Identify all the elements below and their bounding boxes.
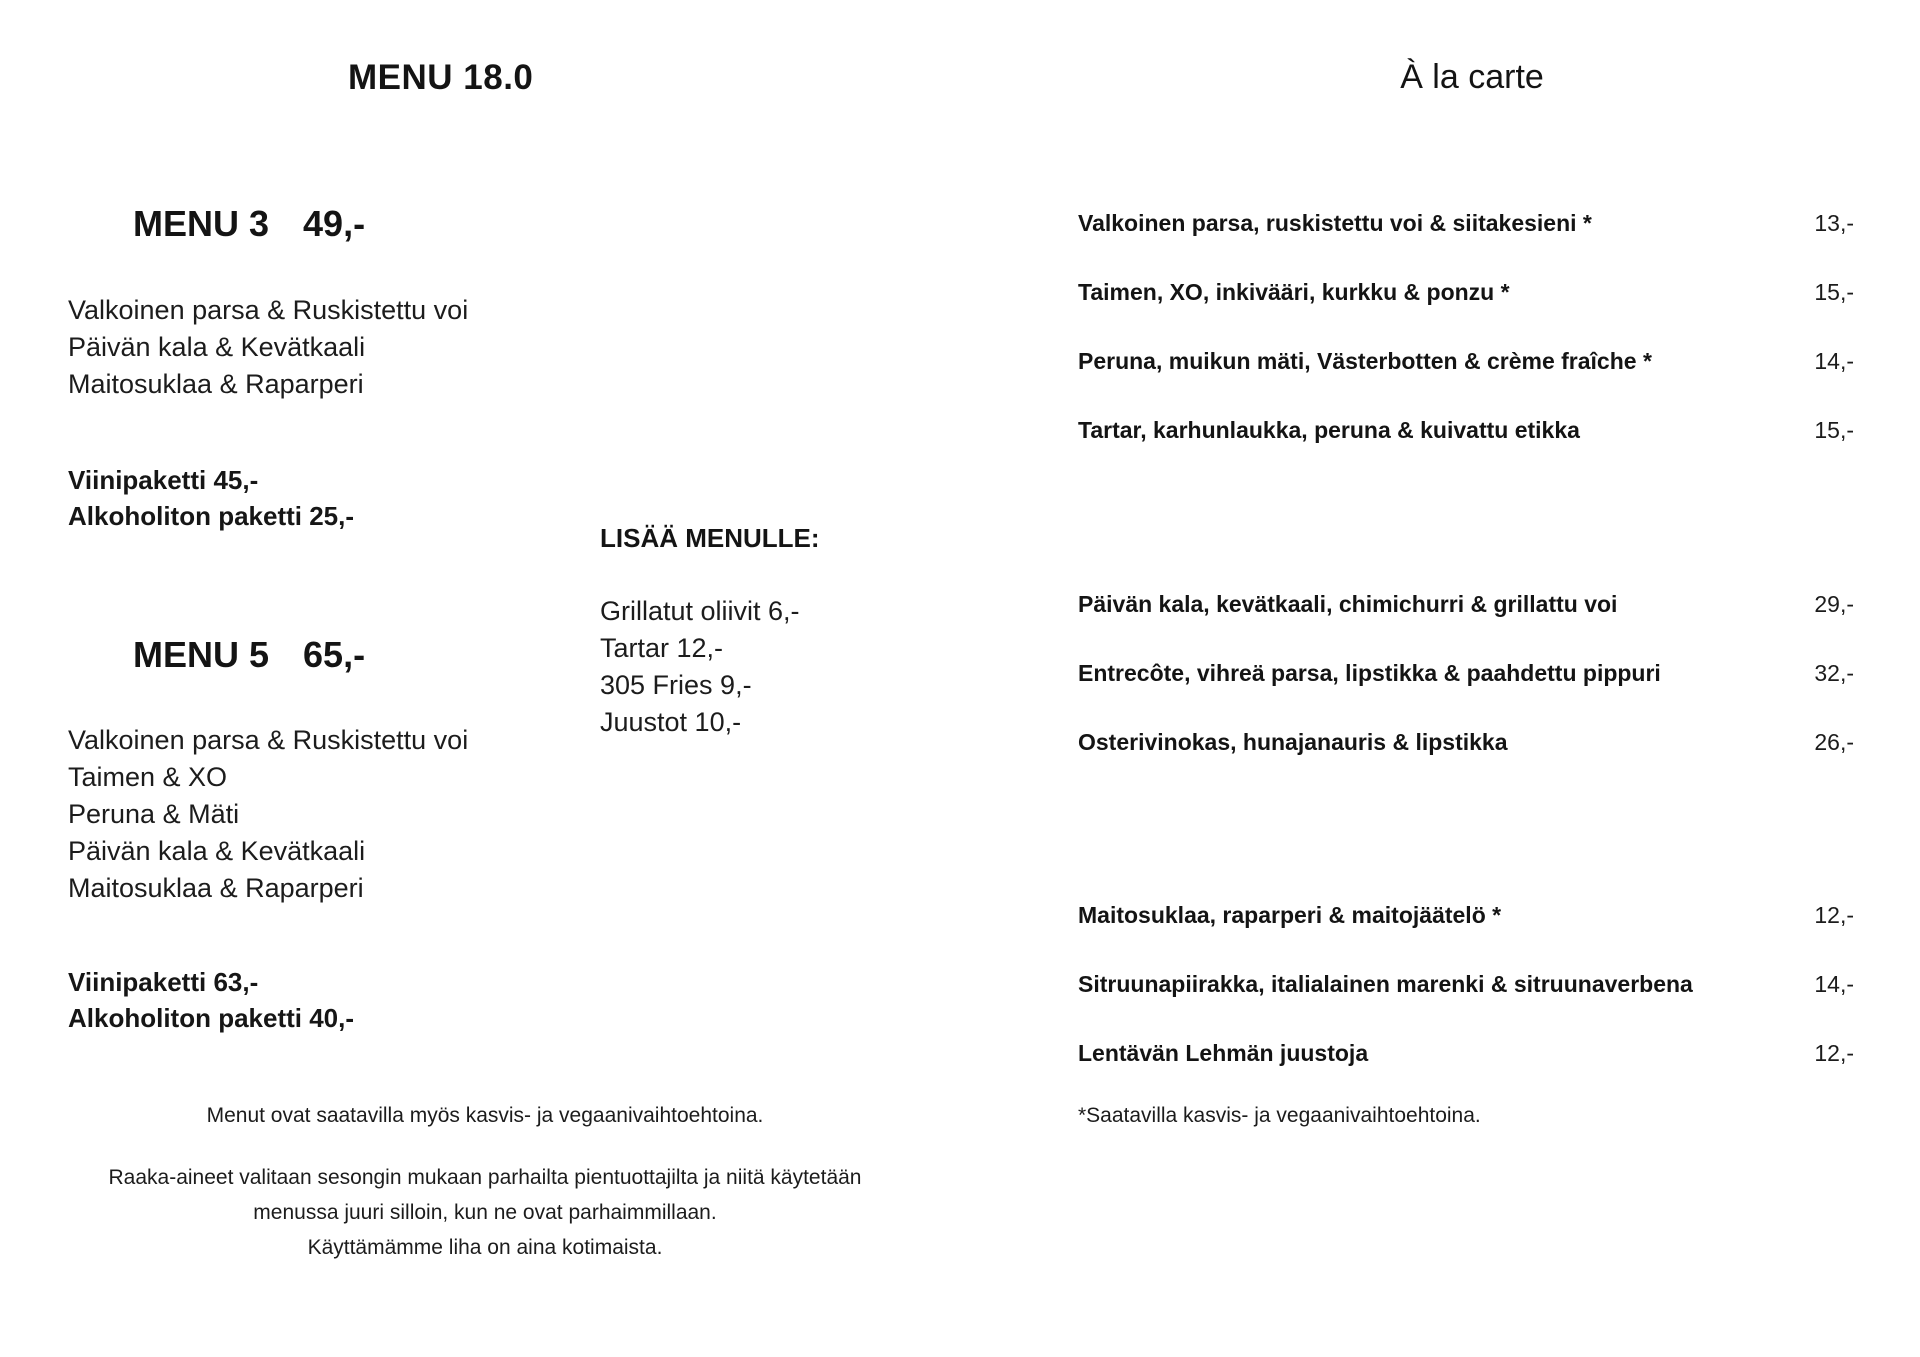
addons-list	[600, 593, 800, 741]
dish-price: 12,-	[1814, 1040, 1854, 1066]
dish-name: Osterivinokas, hunajanauris & lipstikka	[1078, 729, 1508, 755]
ingredients-note-line: menussa juuri silloin, kun ne ovat parhaimmillaan.	[253, 1201, 717, 1224]
dish-price: 29,-	[1814, 591, 1854, 617]
menu5-name: MENU 5	[133, 634, 270, 675]
dish-price: 13,-	[1814, 210, 1854, 236]
menu-row	[1078, 279, 1854, 306]
dish-name: Peruna, muikun mäti, Västerbotten & crème fraîche *	[1078, 348, 1652, 374]
dish-name: Maitosuklaa, raparperi & maitojäätelö *	[1078, 902, 1502, 928]
page-title-left: MENU 18.0	[348, 58, 534, 97]
alacarte-desserts	[1078, 902, 1854, 1109]
non-alcoholic-package: Alkoholiton paketti 25,-	[68, 501, 355, 531]
dish-price: 14,-	[1814, 971, 1854, 997]
dish-name: Valkoinen parsa, ruskistettu voi & siitakesieni *	[1078, 210, 1592, 236]
dish-price: 15,-	[1814, 279, 1854, 305]
menu3-price: 49,-	[303, 203, 366, 244]
menu3-heading	[133, 203, 365, 245]
non-alcoholic-package: Alkoholiton paketti 40,-	[68, 1003, 355, 1033]
dish-name: Tartar, karhunlaukka, peruna & kuivattu etikka	[1078, 417, 1580, 443]
addons-title: LISÄÄ MENULLE:	[600, 523, 820, 553]
dish-price: 32,-	[1814, 660, 1854, 686]
menu3-packages	[68, 462, 354, 534]
alacarte-starters	[1078, 210, 1854, 486]
dish-name: Sitruunapiirakka, italialainen marenki & sitruunaverbena	[1078, 971, 1693, 997]
wine-package: Viinipaketti 63,-	[68, 967, 259, 997]
alacarte-footnote: *Saatavilla kasvis- ja vegaanivaihtoehtoina.	[1078, 1104, 1481, 1127]
menu-row	[1078, 348, 1854, 375]
menu-row	[1078, 729, 1854, 756]
course-item: Valkoinen parsa & Ruskistettu voi	[68, 295, 469, 325]
dish-name: Entrecôte, vihreä parsa, lipstikka & paahdettu pippuri	[1078, 660, 1661, 686]
menu-row	[1078, 1040, 1854, 1067]
ingredients-note-line: Käyttämämme liha on aina kotimaista.	[307, 1236, 663, 1259]
course-item: Valkoinen parsa & Ruskistettu voi	[68, 725, 469, 755]
menu-row	[1078, 971, 1854, 998]
menu5-price: 65,-	[303, 634, 366, 675]
menu-row	[1078, 210, 1854, 237]
menu3-courses	[68, 292, 468, 403]
menus-note	[55, 1098, 915, 1133]
dish-name: Päivän kala, kevätkaali, chimichurri & grillattu voi	[1078, 591, 1618, 617]
page-title-alacarte: À la carte	[1400, 58, 1544, 96]
addon-item: 305 Fries 9,-	[600, 670, 752, 700]
course-item: Taimen & XO	[68, 762, 228, 792]
alacarte-mains	[1078, 591, 1854, 798]
ingredients-note	[55, 1160, 915, 1265]
course-item: Peruna & Mäti	[68, 799, 240, 829]
menu-row	[1078, 902, 1854, 929]
course-item: Maitosuklaa & Raparperi	[68, 873, 364, 903]
menu-row	[1078, 417, 1854, 444]
addon-item: Juustot 10,-	[600, 707, 742, 737]
wine-package: Viinipaketti 45,-	[68, 465, 259, 495]
addon-item: Tartar 12,-	[600, 633, 724, 663]
dish-price: 26,-	[1814, 729, 1854, 755]
menu5-courses	[68, 722, 468, 907]
addon-item: Grillatut oliivit 6,-	[600, 596, 800, 626]
menus-note-line: Menut ovat saatavilla myös kasvis- ja vegaanivaihtoehtoina.	[206, 1104, 764, 1127]
dish-price: 14,-	[1814, 348, 1854, 374]
dish-price: 15,-	[1814, 417, 1854, 443]
course-item: Päivän kala & Kevätkaali	[68, 332, 366, 362]
course-item: Päivän kala & Kevätkaali	[68, 836, 366, 866]
course-item: Maitosuklaa & Raparperi	[68, 369, 364, 399]
ingredients-note-line: Raaka-aineet valitaan sesongin mukaan parhailta pientuottajilta ja niitä käytetään	[108, 1166, 862, 1189]
menu-row	[1078, 591, 1854, 618]
dish-name: Lentävän Lehmän juustoja	[1078, 1040, 1369, 1066]
dish-price: 12,-	[1814, 902, 1854, 928]
menu5-packages	[68, 964, 354, 1036]
menu-row	[1078, 660, 1854, 687]
menu3-name: MENU 3	[133, 203, 270, 244]
menu5-heading	[133, 634, 365, 676]
dish-name: Taimen, XO, inkivääri, kurkku & ponzu *	[1078, 279, 1510, 305]
